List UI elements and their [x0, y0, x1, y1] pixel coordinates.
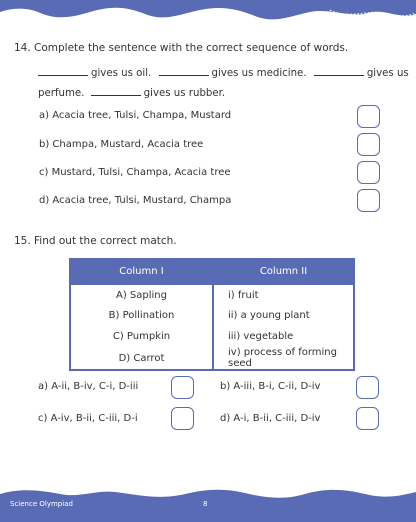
q14-option-c: c) Mustard, Tulsi, Champa, Acacia tree — [39, 167, 231, 178]
q14-option-b-checkbox[interactable] — [357, 133, 380, 156]
table-cell: iv) process of forming seed — [213, 347, 354, 370]
table-row — [70, 305, 354, 326]
q15-option-d-checkbox[interactable] — [356, 407, 379, 430]
question-14-title: 14. Complete the sentence with the correct sequence of words. — [14, 42, 349, 54]
blank-2[interactable] — [159, 75, 209, 76]
q15-option-c: c) A-iv, B-ii, C-iii, D-i — [38, 413, 138, 424]
question-15-title: 15. Find out the correct match. — [14, 235, 177, 247]
table-cell: A) Sapling — [70, 284, 213, 305]
q14-option-a: a) Acacia tree, Tulsi, Champa, Mustard — [39, 110, 232, 121]
q14-option-d: d) Acacia tree, Tulsi, Mustard, Champa — [39, 195, 232, 206]
q14-option-d-checkbox[interactable] — [357, 189, 380, 212]
table-cell: D) Carrot — [70, 347, 213, 370]
table-cell: C) Pumpkin — [70, 326, 213, 347]
q15-option-b: b) A-iii, B-i, C-ii, D-iv — [220, 381, 321, 392]
table-cell: B) Pollination — [70, 305, 213, 326]
question-14-sentence-line-2: perfume. gives us rubber. — [38, 88, 226, 99]
table-cell: ii) a young plant — [213, 305, 354, 326]
match-table — [69, 258, 355, 371]
footer-book-title: Science Olympiad — [10, 500, 73, 508]
question-14-sentence-line-1: gives us oil. gives us medicine. gives us — [38, 68, 409, 79]
table-row — [70, 347, 354, 370]
table-cell: i) fruit — [213, 284, 354, 305]
q15-option-c-checkbox[interactable] — [171, 407, 194, 430]
q15-option-d: d) A-i, B-ii, C-iii, D-iv — [220, 413, 321, 424]
q14-option-c-checkbox[interactable] — [357, 161, 380, 184]
column-2-header: Column II — [213, 259, 354, 284]
top-wave-decoration — [0, 0, 416, 30]
column-1-header: Column I — [70, 259, 213, 284]
q14-option-b: b) Champa, Mustard, Acacia tree — [39, 139, 204, 150]
table-row — [70, 326, 354, 347]
q15-option-a-checkbox[interactable] — [171, 376, 194, 399]
blank-3[interactable] — [314, 75, 364, 76]
table-cell: iii) vegetable — [213, 326, 354, 347]
q15-option-b-checkbox[interactable] — [356, 376, 379, 399]
blank-4[interactable] — [91, 95, 141, 96]
q15-option-a: a) A-ii, B-iv, C-i, D-iii — [38, 381, 139, 392]
blank-1[interactable] — [38, 75, 88, 76]
table-row — [70, 284, 354, 305]
match-table-header — [70, 259, 354, 284]
q14-option-a-checkbox[interactable] — [357, 105, 380, 128]
footer-page-number: 8 — [203, 500, 208, 508]
